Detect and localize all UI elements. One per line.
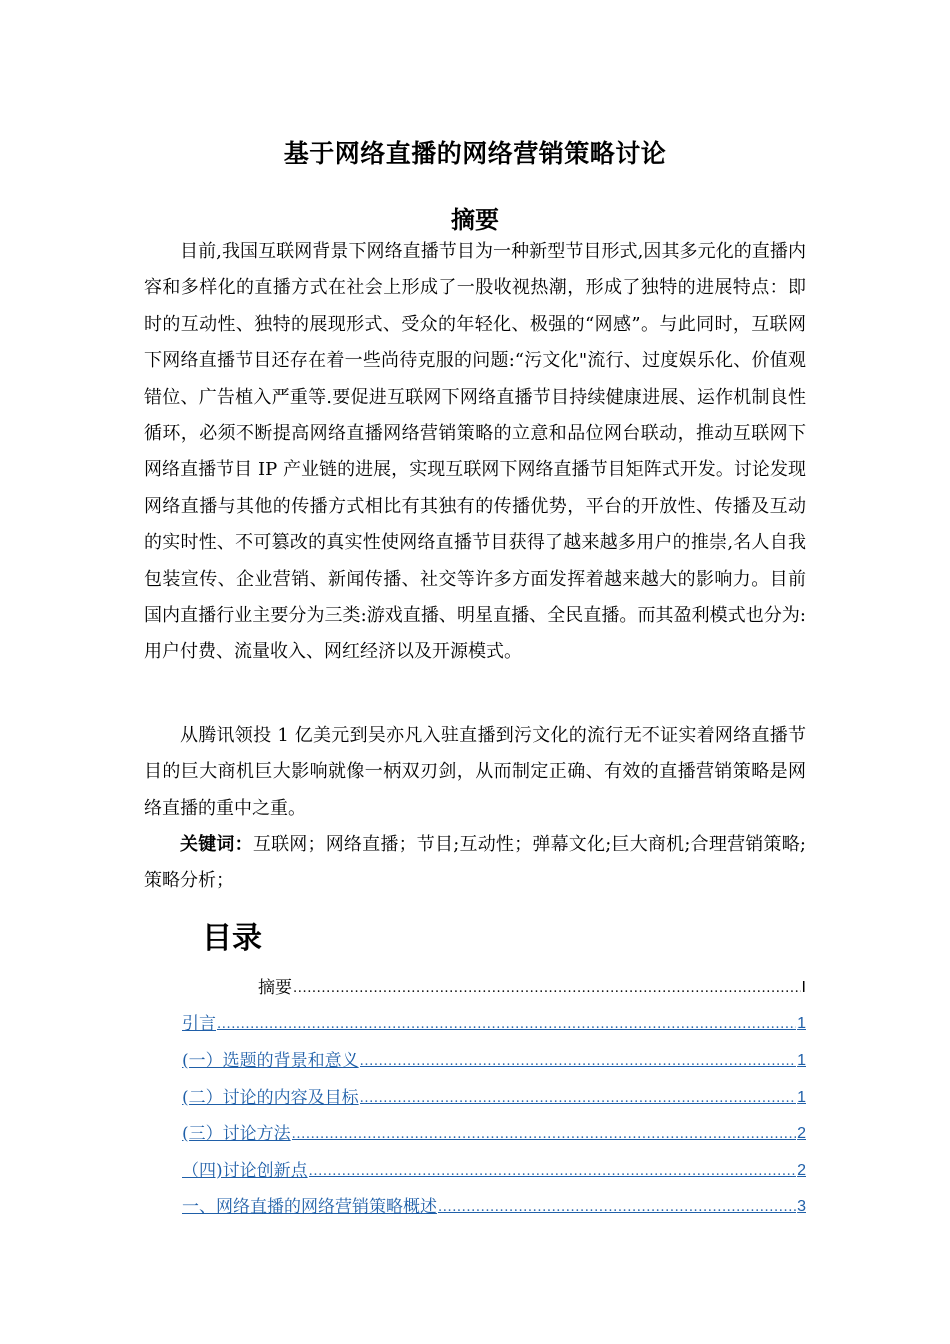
toc-page-number: 1 [797,1089,806,1106]
toc-page-number: 2 [797,1125,806,1142]
toc-link-content-goals[interactable] [182,1085,806,1109]
toc-leader [360,1089,796,1109]
keywords-text: 互联网；网络直播；节目;互动性；弹幕文化;巨大商机;合理营销策略;策略分析； [144,834,806,892]
toc-page-number: 3 [797,1198,806,1215]
toc-link-methods[interactable] [182,1121,806,1145]
toc-entry-label: (三）讨论方法 [182,1124,291,1144]
toc-entry-label: 摘要 [258,978,292,998]
keywords-label: 关键词： [180,834,253,855]
toc-entry-label: (二）讨论的内容及目标 [182,1088,359,1108]
toc-leader [293,979,801,999]
toc-link-introduction[interactable] [182,1011,806,1035]
toc-link-innovation[interactable] [182,1158,806,1182]
abstract-heading: 摘要 [451,205,499,234]
toc-leader [292,1125,796,1145]
toc-leader [438,1198,796,1218]
toc-page-number: 1 [797,1052,806,1069]
toc-link-background[interactable] [182,1048,806,1072]
toc-leader [217,1015,796,1035]
toc-page-number: I [801,979,806,996]
abstract-paragraph-1: 目前,我国互联网背景下网络直播节目为一种新型节目形式,因其多元化的直播内容和多样化的直播方式在社会上形成了一股收视热潮，形成了独特的进展特点：即时的互动性、独特的展现形式、受众的年轻化、极强的“网感”。与此同时，互联网下网络直播节目还存在着一些尚待克服的问题:“污文化"流行、过度娱乐化、价值观错位、广告植入严重等.要促进互联网下网络直播节目持续健康进展、运作机制良性循环，必须不断提高网络直播网络营销策略的立意和品位网台联动，推动互联网下网络直播节目 IP 产业链的进展，实现互联网下网络直播节目矩阵式开发。讨论发现网络直播与其他的传播方式相比有其独有的传播优势，平台的开放性、传播及互动的实时性、不可篡改的真实性使网络直播节目获得了越来越多用户的推崇,名人自我包装宣传、企业营销、新闻传播、社交等许多方面发挥着越来越大的影响力。目前国内直播行业主要分为三类:游戏直播、明星直播、全民直播。而其盈利模式也分为:用户付费、流量收入、网红经济以及开源模式。 [144,241,806,663]
toc-entry-abstract [258,975,806,999]
toc-entry-label: 引言 [182,1014,216,1034]
toc-leader [309,1162,796,1182]
toc-leader [360,1052,796,1072]
toc-link-chapter-1[interactable] [182,1194,806,1218]
toc-entry-label: 一、网络直播的网络营销策略概述 [182,1197,437,1217]
document-title: 基于网络直播的网络营销策略讨论 [283,139,667,168]
toc-entry-label: （四)讨论创新点 [182,1161,308,1181]
abstract-paragraph-2: 从腾讯领投 1 亿美元到吴亦凡入驻直播到污文化的流行无不证实着网络直播节目的巨大商机巨大影响就像一柄双刃剑，从而制定正确、有效的直播营销策略是网络直播的重中之重。 [144,725,806,819]
toc-heading: 目录 [202,921,262,956]
toc-page-number: 2 [797,1162,806,1179]
toc-entry-label: (一）选题的背景和意义 [182,1051,359,1071]
keywords-paragraph [144,827,806,900]
toc-page-number: 1 [797,1015,806,1032]
